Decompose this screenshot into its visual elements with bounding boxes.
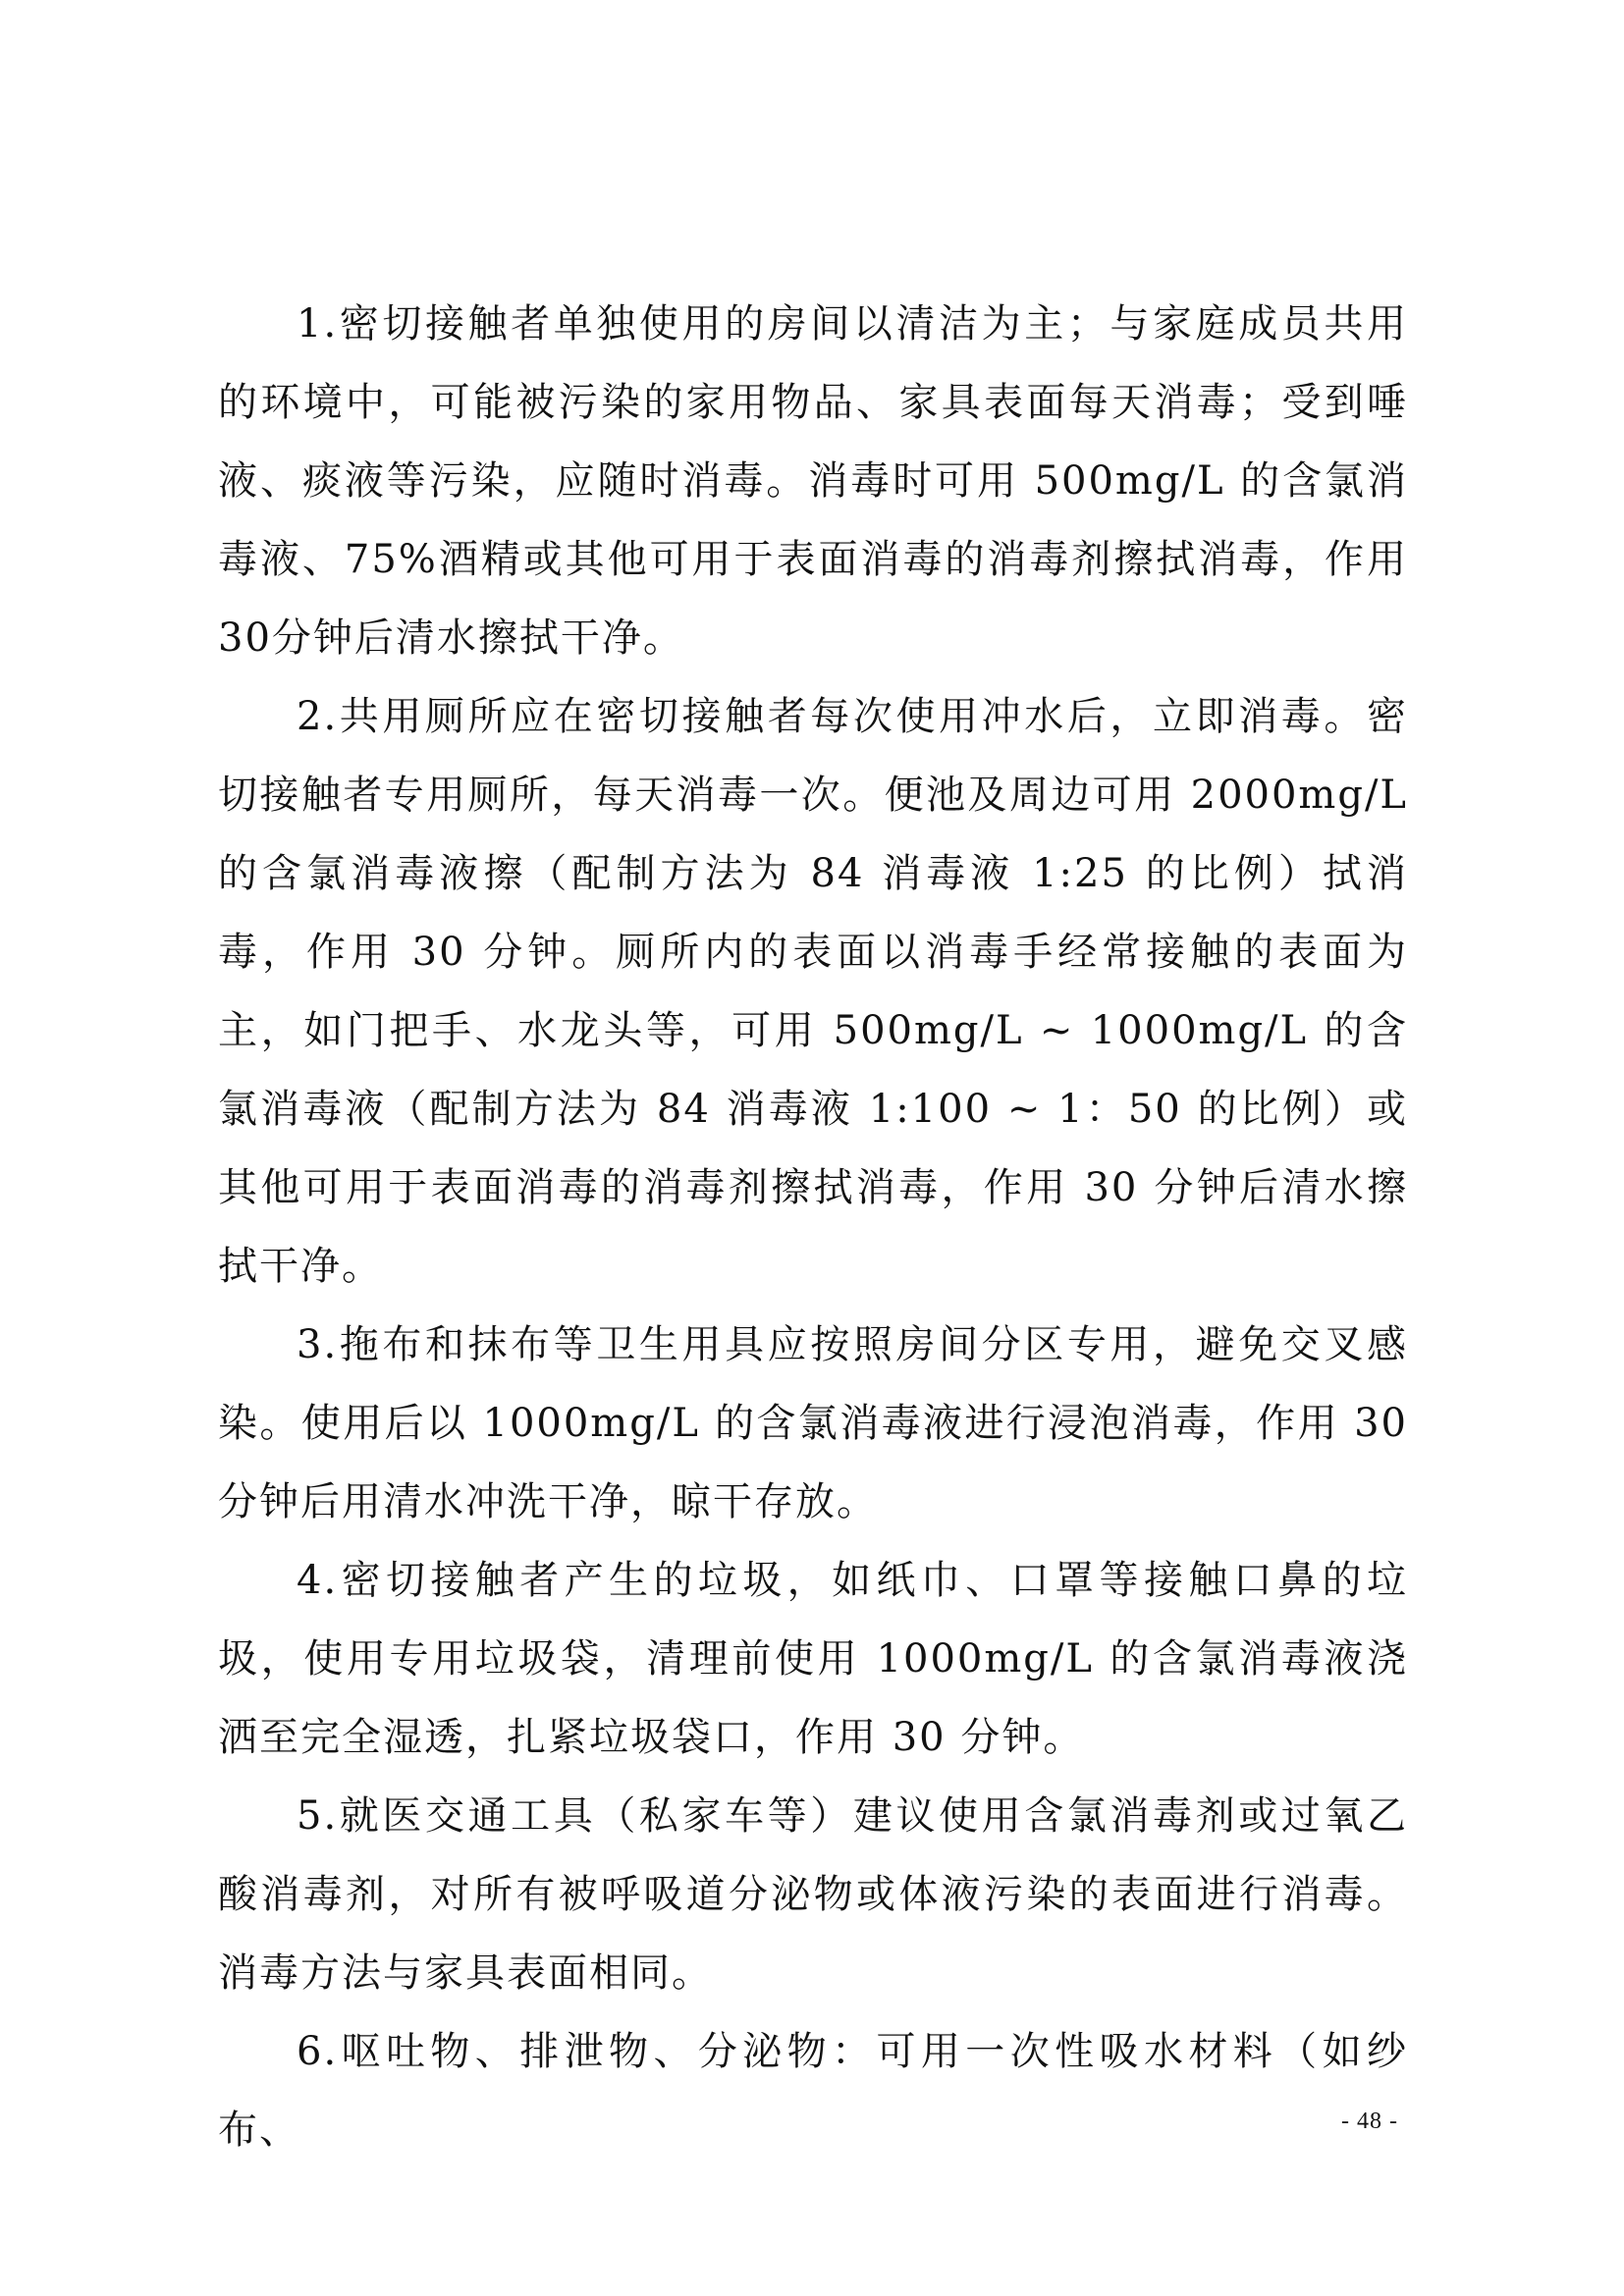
document-body [218,285,1408,2169]
page-number: - 48 - [1341,2109,1398,2134]
paragraph-toilet-disinfection: 2.共用厕所应在密切接触者每次使用冲水后，立即消毒。密切接触者专用厕所，每天消毒一次。便池及周边可用 2000mg/L 的含氯消毒液擦（配制方法为 84 消毒液 1:25 的比例）拭消毒，作用 30 分钟。厕所内的表面以消毒手经常接触的表面为主，如门把手、水龙头等，可用 500mg/L ~ 1000mg/L 的含氯消毒液（配制方法为 84 消毒液 1:100 ~ 1：50 的比例）或其他可用于表面消毒的消毒剂擦拭消毒，作用 30 分钟后清水擦拭干净。 [218,694,1408,1289]
paragraph-mop-cloth-disinfection: 3.拖布和抹布等卫生用具应按照房间分区专用，避免交叉感染。使用后以 1000mg/L 的含氯消毒液进行浸泡消毒，作用 30 分钟后用清水冲洗干净，晾干存放。 [218,1322,1408,1524]
paragraph-vomit-excreta: 6.呕吐物、排泄物、分泌物：可用一次性吸水材料（如纱布、 [218,2029,1408,2153]
paragraph-waste-handling: 4.密切接触者产生的垃圾，如纸巾、口罩等接触口鼻的垃圾，使用专用垃圾袋，清理前使用 1000mg/L 的含氯消毒液浇洒至完全湿透，扎紧垃圾袋口，作用 30 分钟。 [218,1558,1408,1760]
paragraph-vehicle-disinfection: 5.就医交通工具（私家车等）建议使用含氯消毒剂或过氧乙酸消毒剂，对所有被呼吸道分泌物或体液污染的表面进行消毒。消毒方法与家具表面相同。 [218,1793,1408,1996]
paragraph-room-disinfection: 1.密切接触者单独使用的房间以清洁为主；与家庭成员共用的环境中，可能被污染的家用物品、家具表面每天消毒；受到唾液、痰液等污染，应随时消毒。消毒时可用 500mg/L 的含氯消毒液、75%酒精或其他可用于表面消毒的消毒剂擦拭消毒，作用30分钟后清水擦拭干净。 [218,301,1408,661]
